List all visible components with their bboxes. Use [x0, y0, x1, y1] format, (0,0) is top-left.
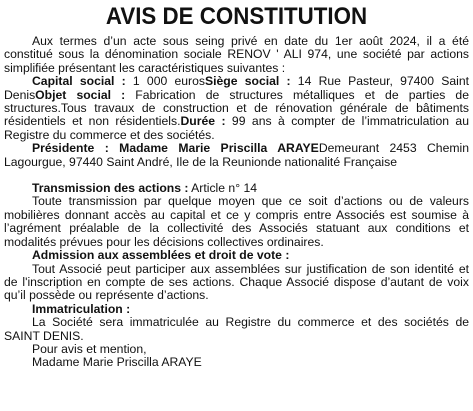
- objet-value: Fabrication de structures métalliques et de parties de structures.Tous travaux de construction et de rénovation générale de bâtiments résidentiels et non résidentiels.: [4, 87, 469, 129]
- immatriculation-heading: [4, 303, 469, 316]
- immatriculation-text: La Société sera immatriculée au Registre du commerce et des sociétés de SAINT DENIS.: [4, 315, 469, 343]
- admission-label: Admission aux assemblées et droit de vote :: [32, 248, 290, 263]
- capital-value: 1 000 euros: [125, 74, 205, 89]
- notice-body: [4, 35, 469, 370]
- transmission-label: Transmission des actions :: [32, 181, 189, 196]
- duree-value: 99 ans à compter de l’immatriculation au Registre du commerce et des sociétés.: [4, 114, 469, 142]
- intro-paragraph: Aux termes d’un acte sous seing privé en date du 1er août 2024, il a été constitué sous la dénomination sociale RENOV ' ALI 974, une société par actions simplifiée présentant les caractéristiques suivantes :: [4, 34, 469, 75]
- admission-heading: [4, 249, 469, 262]
- objet-label: Objet social :: [35, 87, 126, 102]
- immatriculation-label: Immatriculation :: [32, 301, 131, 316]
- closing-line-1: Pour avis et mention,: [32, 341, 147, 356]
- notice-title: AVIS DE CONSTITUTION: [105, 3, 368, 30]
- admission-text: Tout Associé peut participer aux assemblées sur justification de son identité et de l'inscription en compte de ses actions. Chaque Associé dispose d’autant de voix qu’il possède ou représente d’actions.: [4, 261, 469, 303]
- siege-value: 14 Rue Pasteur, 97400 Saint Denis: [4, 74, 469, 102]
- siege-label: Siège social :: [204, 74, 291, 89]
- president-value: Demeurant 2453 Chemin Lagourgue, 97440 Saint André, Ile de la Reunionde nationalité Française: [4, 141, 469, 169]
- transmission-value: Article n° 14: [188, 181, 258, 196]
- capital-label: Capital social :: [32, 74, 126, 89]
- president-paragraph: [4, 142, 469, 169]
- transmission-text: Toute transmission par quelque moyen que ce soit d’actions ou de valeurs mobilières donnant accès au capital et ce y compris entre Associés est soumise à l’agrément préalable de la collectivité des Associés statuant aux conditions et modalités prévues pour les décisions collectives ordinaires.: [4, 194, 469, 249]
- president-label: Présidente : Madame Marie Priscilla ARAYE: [32, 141, 319, 156]
- company-details-paragraph: [4, 75, 469, 142]
- duree-label: Durée :: [180, 114, 226, 129]
- transmission-heading: [4, 182, 469, 195]
- closing-line-2: Madame Marie Priscilla ARAYE: [32, 355, 202, 370]
